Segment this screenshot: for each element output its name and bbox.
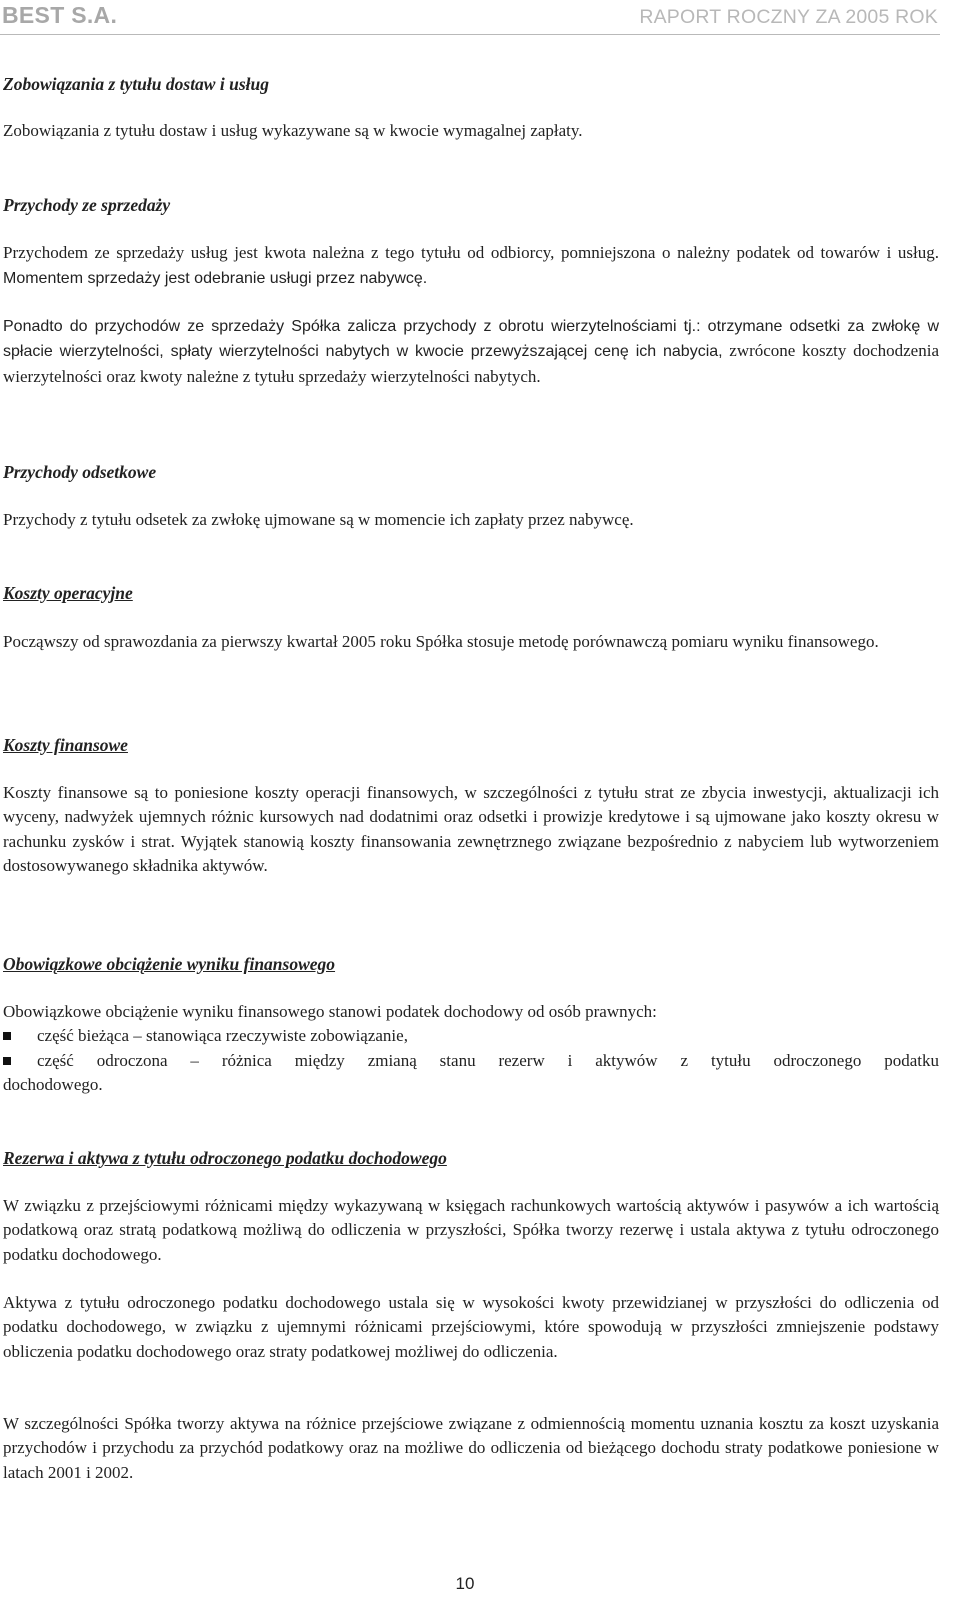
section-przychody-odsetkowe-text bbox=[3, 508, 939, 532]
section-heading: Przychody ze sprzedaży bbox=[3, 195, 171, 215]
section-przychody-sprzedaz-text2 bbox=[3, 314, 939, 389]
section-rezerwa-text3 bbox=[3, 1412, 939, 1485]
report-title: RAPORT ROCZNY ZA 2005 ROK bbox=[639, 6, 938, 28]
section-koszty-operacyjne-text bbox=[3, 630, 939, 654]
list-item-continuation: dochodowego. bbox=[3, 1075, 103, 1095]
section-przychody-sprzedaz bbox=[3, 193, 939, 217]
section-przychody-sprzedaz-text bbox=[3, 241, 939, 292]
section-rezerwa-text1 bbox=[3, 1194, 939, 1267]
section-rezerwa bbox=[3, 1146, 939, 1170]
section-heading: Przychody odsetkowe bbox=[3, 462, 157, 482]
section-heading: Obowiązkowe obciążenie wyniku finansowego bbox=[3, 954, 336, 974]
paragraph: Obowiązkowe obciążenie wyniku finansowego stanowi podatek dochodowy od osób prawnych: bbox=[3, 1002, 657, 1021]
paragraph-part: Ponadto do przychodów ze sprzedaży Spółka zalicza przychody z obrotu wierzytelnościami tj.: otrzymane odsetki za zwłokę w spłacie wierzytelności, spłaty wierzytelności nabytych w kwocie przewyższającej cenę ich nabycia, bbox=[3, 318, 939, 361]
company-name: BEST S.A. bbox=[2, 2, 118, 28]
list-item bbox=[3, 1049, 939, 1073]
section-koszty-operacyjne bbox=[3, 581, 939, 605]
paragraph-part: Przychodem ze sprzedaży usług jest kwota należna z tego tytułu od odbiorcy, pomniejszona o należny podatek od towarów i usług. bbox=[3, 243, 939, 262]
paragraph: Zobowiązania z tytułu dostaw i usług wykazywane są w kwocie wymagalnej zapłaty. bbox=[3, 121, 583, 140]
section-przychody-odsetkowe bbox=[3, 460, 939, 484]
section-heading: Zobowiązania z tytułu dostaw i usług bbox=[3, 74, 269, 94]
section-koszty-finansowe-text bbox=[3, 781, 939, 879]
section-koszty-finansowe bbox=[3, 733, 939, 757]
section-zobowiazania bbox=[3, 72, 939, 96]
page-number: 10 bbox=[455, 1574, 475, 1593]
paragraph: Począwszy od sprawozdania za pierwszy kwartał 2005 roku Spółka stosuje metodę porównawczą pomiaru wyniku finansowego. bbox=[3, 632, 879, 651]
paragraph: Aktywa z tytułu odroczonego podatku dochodowego ustala się w wysokości kwoty przewidzianej w przyszłości do odliczenia od podatku dochodowego, w związku z ujemnymi różnicami przejściowymi, które spowodują w przyszłości zmniejszenie podstawy obliczenia podatku dochodowego oraz straty podatkowej możliwej do odliczenia. bbox=[3, 1293, 939, 1361]
paragraph-part: Momentem sprzedaży jest odebranie usługi przez nabywcę. bbox=[3, 270, 428, 288]
section-obciazenie bbox=[3, 952, 939, 976]
paragraph: W związku z przejściowymi różnicami między wykazywaną w księgach rachunkowych wartością aktywów i pasywów a ich wartością podatkową oraz stratą podatkową możliwą do odliczenia w przyszłości, Spółka tworzy rezerwę i ustala aktywa z tytułu odroczonego podatku dochodowego. bbox=[3, 1196, 939, 1264]
section-heading: Koszty finansowe bbox=[3, 735, 128, 755]
square-bullet-icon bbox=[3, 1057, 11, 1065]
paragraph bbox=[3, 241, 939, 292]
paragraph-part: zwrócone koszty dochodzenia wierzytelności oraz kwoty należne z tytułu sprzedaży wierzytelności nabytych. bbox=[3, 341, 939, 386]
list-item-text: część bieżąca – stanowiąca rzeczywiste zobowiązanie, bbox=[37, 1026, 408, 1046]
section-heading: Rezerwa i aktywa z tytułu odroczonego podatku dochodowego bbox=[3, 1148, 447, 1168]
square-bullet-icon bbox=[3, 1032, 11, 1040]
list-item-text: część odroczona – różnica między zmianą stanu rezerw i aktywów z tytułu odroczonego podatku bbox=[37, 1050, 939, 1070]
page-header bbox=[0, 0, 940, 35]
section-zobowiazania-text bbox=[3, 119, 939, 143]
section-rezerwa-text2 bbox=[3, 1291, 939, 1364]
paragraph: Koszty finansowe są to poniesione koszty operacji finansowych, w szczególności z tytułu strat ze zbycia inwestycji, aktualizacji ich wyceny, nadwyżek ujemnych różnic kursowych nad dodatnimi oraz odsetki i prowizje kredytowe i są ujmowane jako koszty okresu w rachunku zysków i strat. Wyjątek stanowią koszty finansowania zewnętrznego związane bezpośrednio z nabyciem lub wytworzeniem dostosowywanego składnika aktywów. bbox=[3, 783, 939, 876]
list-item bbox=[3, 1024, 939, 1048]
section-obciazenie-text bbox=[3, 1000, 939, 1098]
paragraph bbox=[3, 314, 939, 389]
section-heading: Koszty operacyjne bbox=[3, 583, 133, 603]
paragraph: W szczególności Spółka tworzy aktywa na różnice przejściowe związane z odmiennością momentu uznania kosztu za koszt uzyskania przychodów i przychodu za przychód podatkowy oraz na możliwe do odliczenia od bieżącego dochodu straty podatkowe poniesione w latach 2001 i 2002. bbox=[3, 1414, 939, 1482]
paragraph: Przychody z tytułu odsetek za zwłokę ujmowane są w momencie ich zapłaty przez nabywcę. bbox=[3, 510, 634, 529]
